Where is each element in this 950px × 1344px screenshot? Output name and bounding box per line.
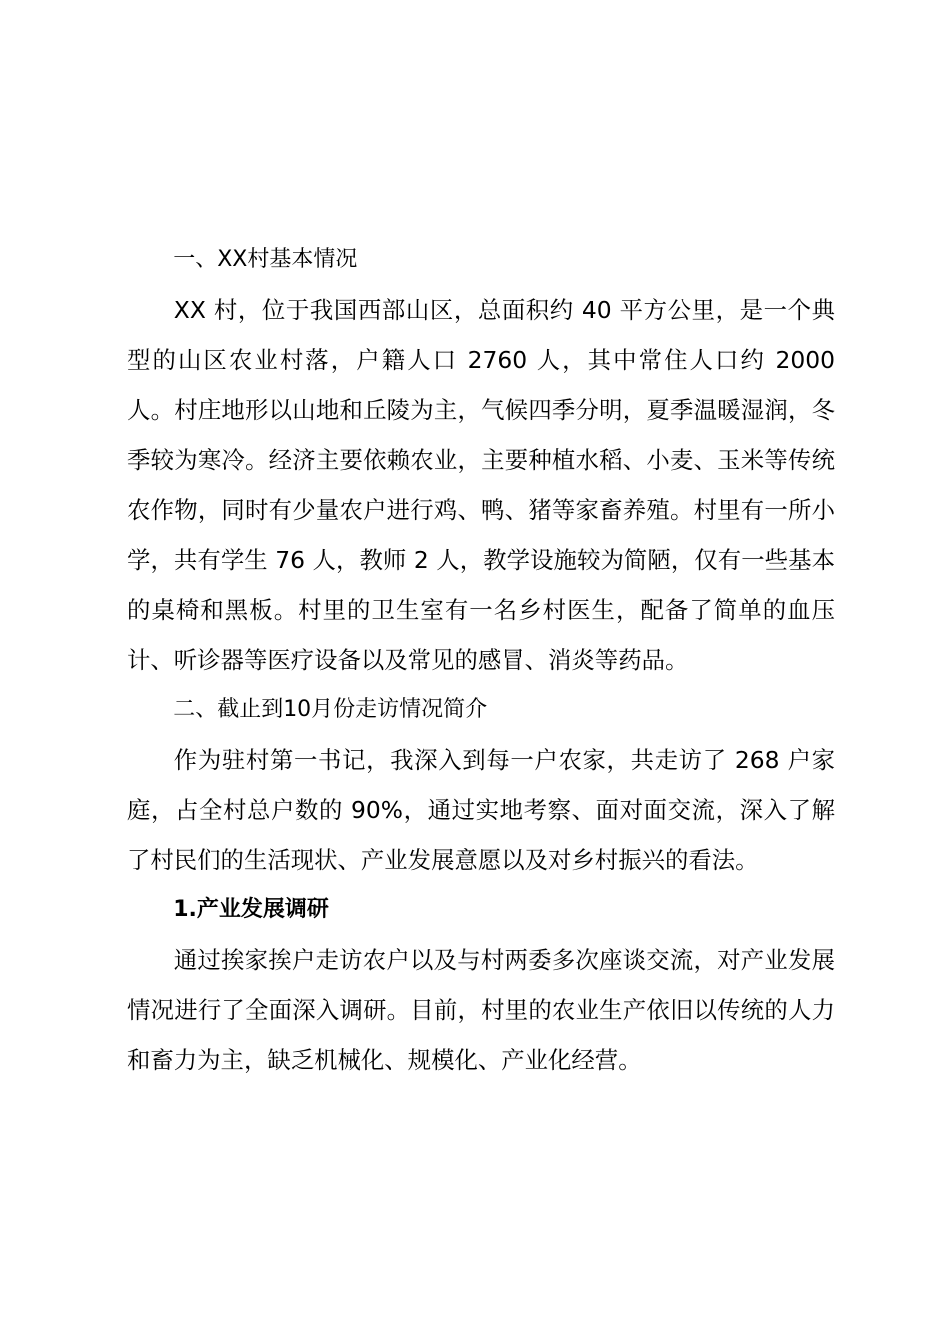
paragraph-visit-summary: 作为驻村第一书记，我深入到每一户农家，共走访了 268 户家庭，占全村总户数的 90%，通过实地考察、面对面交流，深入了解了村民们的生活现状、产业发展意愿以及对乡村振兴的看法。 xyxy=(127,746,835,874)
paragraph-industry-research: 通过挨家挨户走访农户以及与村两委多次座谈交流，对产业发展情况进行了全面深入调研。目前，村里的农业生产依旧以传统的人力和畜力为主，缺乏机械化、规模化、产业化经营。 xyxy=(127,946,835,1074)
section-heading-visit-summary: 二、截止到10月份走访情况简介 xyxy=(173,697,488,722)
document-body xyxy=(127,235,835,1085)
paragraph-basic-info: XX 村，位于我国西部山区，总面积约 40 平方公里，是一个典型的山区农业村落，户籍人口 2760 人，其中常住人口约 2000 人。村庄地形以山地和丘陵为主，气候四季分明，夏季温暖湿润，冬季较为寒冷。经济主要依赖农业，主要种植水稻、小麦、玉米等传统农作物，同时有少量农户进行鸡、鸭、猪等家畜养殖。村里有一所小学，共有学生 76 人，教师 2 人，教学设施较为简陋，仅有一些基本的桌椅和黑板。村里的卫生室有一名乡村医生，配备了简单的血压计、听诊器等医疗设备以及常见的感冒、消炎等药品。 xyxy=(127,296,835,674)
subsection-heading-industry-research: 1.产业发展调研 xyxy=(173,897,329,922)
section-heading-basic-info: 一、XX村基本情况 xyxy=(173,247,358,272)
